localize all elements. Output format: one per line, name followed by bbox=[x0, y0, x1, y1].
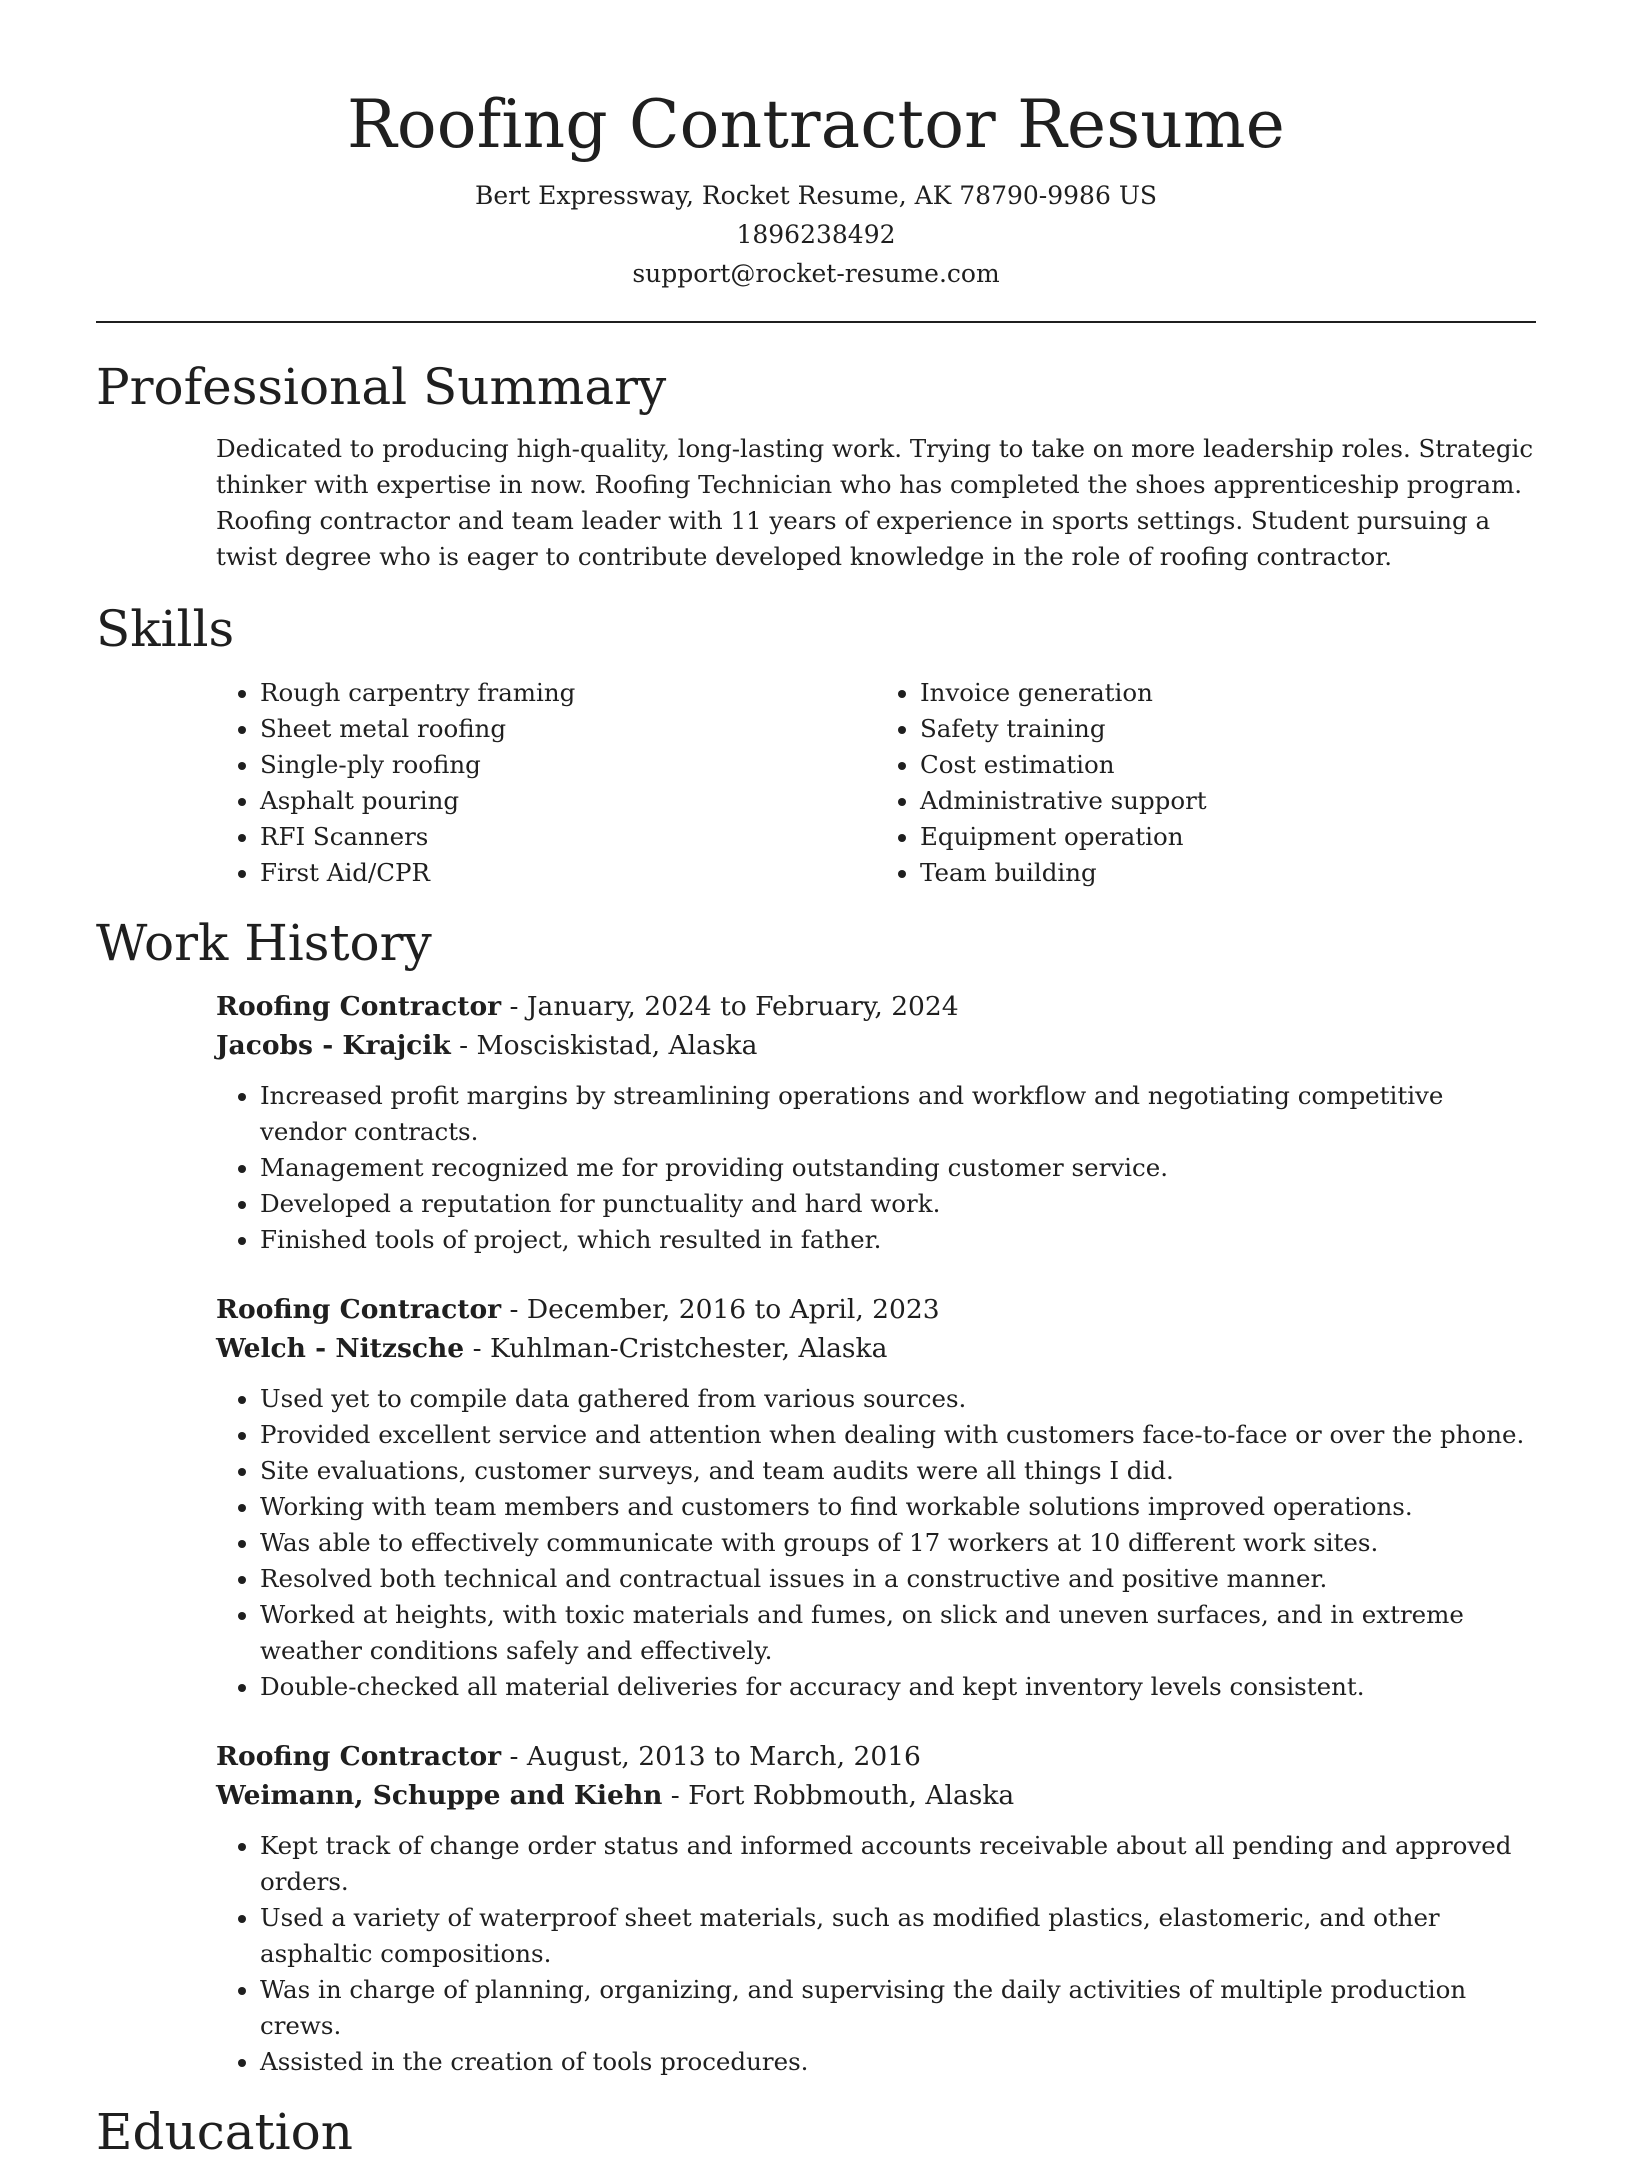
header-divider bbox=[96, 321, 1536, 323]
duty-item: • Was in charge of planning, organizing, and supervising the daily activities of multiple production crews. bbox=[260, 1972, 1536, 2044]
skill-item: • Administrative support bbox=[920, 783, 1536, 819]
duty-item: • Double-checked all material deliveries for accuracy and kept inventory levels consistent. bbox=[260, 1669, 1536, 1705]
skill-item: • Single-ply roofing bbox=[260, 747, 876, 783]
duty-item: • Increased profit margins by streamlining operations and workflow and negotiating competitive vendor contracts. bbox=[260, 1078, 1536, 1150]
duty-item: • Used a variety of waterproof sheet materials, such as modified plastics, elastomeric, and other asphaltic compositions. bbox=[260, 1900, 1536, 1972]
skills-list bbox=[216, 675, 1536, 891]
job-company: Jacobs - Krajcik bbox=[216, 1030, 451, 1061]
job-title: Roofing Contractor bbox=[216, 991, 502, 1022]
resume-header bbox=[96, 0, 1536, 293]
job-duties bbox=[216, 1828, 1536, 2080]
job-title-line bbox=[216, 1290, 1536, 1329]
skill-item: • Rough carpentry framing bbox=[260, 675, 876, 711]
job-location: - Fort Robbmouth, Alaska bbox=[662, 1780, 1015, 1811]
job-company-line bbox=[216, 1776, 1536, 1815]
job-title-line bbox=[216, 1737, 1536, 1776]
job-duties bbox=[216, 1078, 1536, 1258]
education-heading: Education bbox=[96, 2103, 353, 2161]
skill-item: • RFI Scanners bbox=[260, 819, 876, 855]
skill-item: • Asphalt pouring bbox=[260, 783, 876, 819]
job-title: Roofing Contractor bbox=[216, 1741, 502, 1772]
job-company-line bbox=[216, 1329, 1536, 1368]
job-location: - Mosciskistad, Alaska bbox=[450, 1030, 758, 1061]
skill-item: • Safety training bbox=[920, 711, 1536, 747]
page-title: Roofing Contractor Resume bbox=[346, 86, 1286, 163]
skill-item: • Sheet metal roofing bbox=[260, 711, 876, 747]
job-dates: - August, 2013 to March, 2016 bbox=[501, 1741, 921, 1772]
job-company: Weimann, Schuppe and Kiehn bbox=[216, 1780, 663, 1811]
duty-item: • Was able to effectively communicate with groups of 17 workers at 10 different work sites. bbox=[260, 1525, 1536, 1561]
contact-phone: 1896238492 bbox=[736, 220, 896, 249]
work-history-heading: Work History bbox=[96, 914, 432, 972]
contact-address: Bert Expressway, Rocket Resume, AK 78790-9986 US bbox=[474, 181, 1158, 210]
duty-item: • Assisted in the creation of tools procedures. bbox=[260, 2044, 1536, 2080]
resume-page bbox=[96, 0, 1536, 2161]
job-company: Welch - Nitzsche bbox=[216, 1333, 465, 1364]
job-entry bbox=[216, 1290, 1536, 1705]
contact-info bbox=[96, 176, 1536, 293]
job-dates: - January, 2024 to February, 2024 bbox=[501, 991, 959, 1022]
job-company-line bbox=[216, 1026, 1536, 1065]
job-title-line bbox=[216, 987, 1536, 1026]
summary-text: Dedicated to producing high-quality, long-lasting work. Trying to take on more leadership roles. Strategic thinker with expertise in now. Roofing Technician who has completed the shoes apprenticeship program. Roofing contractor and team leader with 11 years of experience in sports settings. Student pursuing a twist degree who is eager to contribute developed knowledge in the role of roofing contractor. bbox=[216, 434, 1534, 571]
skill-item: • Equipment operation bbox=[920, 819, 1536, 855]
duty-item: • Used yet to compile data gathered from various sources. bbox=[260, 1381, 1536, 1417]
duty-item: • Kept track of change order status and informed accounts receivable about all pending and approved orders. bbox=[260, 1828, 1536, 1900]
duty-item: • Site evaluations, customer surveys, and team audits were all things I did. bbox=[260, 1453, 1536, 1489]
duty-item: • Worked at heights, with toxic materials and fumes, on slick and uneven surfaces, and in extreme weather conditions safely and effectively. bbox=[260, 1597, 1536, 1669]
job-entry bbox=[216, 987, 1536, 1258]
skill-item: • Team building bbox=[920, 855, 1536, 891]
job-title: Roofing Contractor bbox=[216, 1294, 502, 1325]
job-entry bbox=[216, 1737, 1536, 2080]
skill-item: • Cost estimation bbox=[920, 747, 1536, 783]
job-location: - Kuhlman-Cristchester, Alaska bbox=[464, 1333, 888, 1364]
duty-item: • Resolved both technical and contractual issues in a constructive and positive manner. bbox=[260, 1561, 1536, 1597]
skill-item: • Invoice generation bbox=[920, 675, 1536, 711]
duty-item: • Developed a reputation for punctuality and hard work. bbox=[260, 1186, 1536, 1222]
skills-column-left bbox=[216, 675, 876, 891]
skill-item: • First Aid/CPR bbox=[260, 855, 876, 891]
skills-heading: Skills bbox=[96, 600, 235, 658]
duty-item: • Finished tools of project, which resulted in father. bbox=[260, 1222, 1536, 1258]
duty-item: • Management recognized me for providing outstanding customer service. bbox=[260, 1150, 1536, 1186]
duty-item: • Working with team members and customers to find workable solutions improved operations. bbox=[260, 1489, 1536, 1525]
job-dates: - December, 2016 to April, 2023 bbox=[501, 1294, 940, 1325]
skills-column-right bbox=[876, 675, 1536, 891]
summary-heading: Professional Summary bbox=[96, 358, 667, 416]
job-duties bbox=[216, 1381, 1536, 1705]
duty-item: • Provided excellent service and attention when dealing with customers face-to-face or over the phone. bbox=[260, 1417, 1536, 1453]
contact-email: support@rocket-resume.com bbox=[632, 259, 1000, 288]
